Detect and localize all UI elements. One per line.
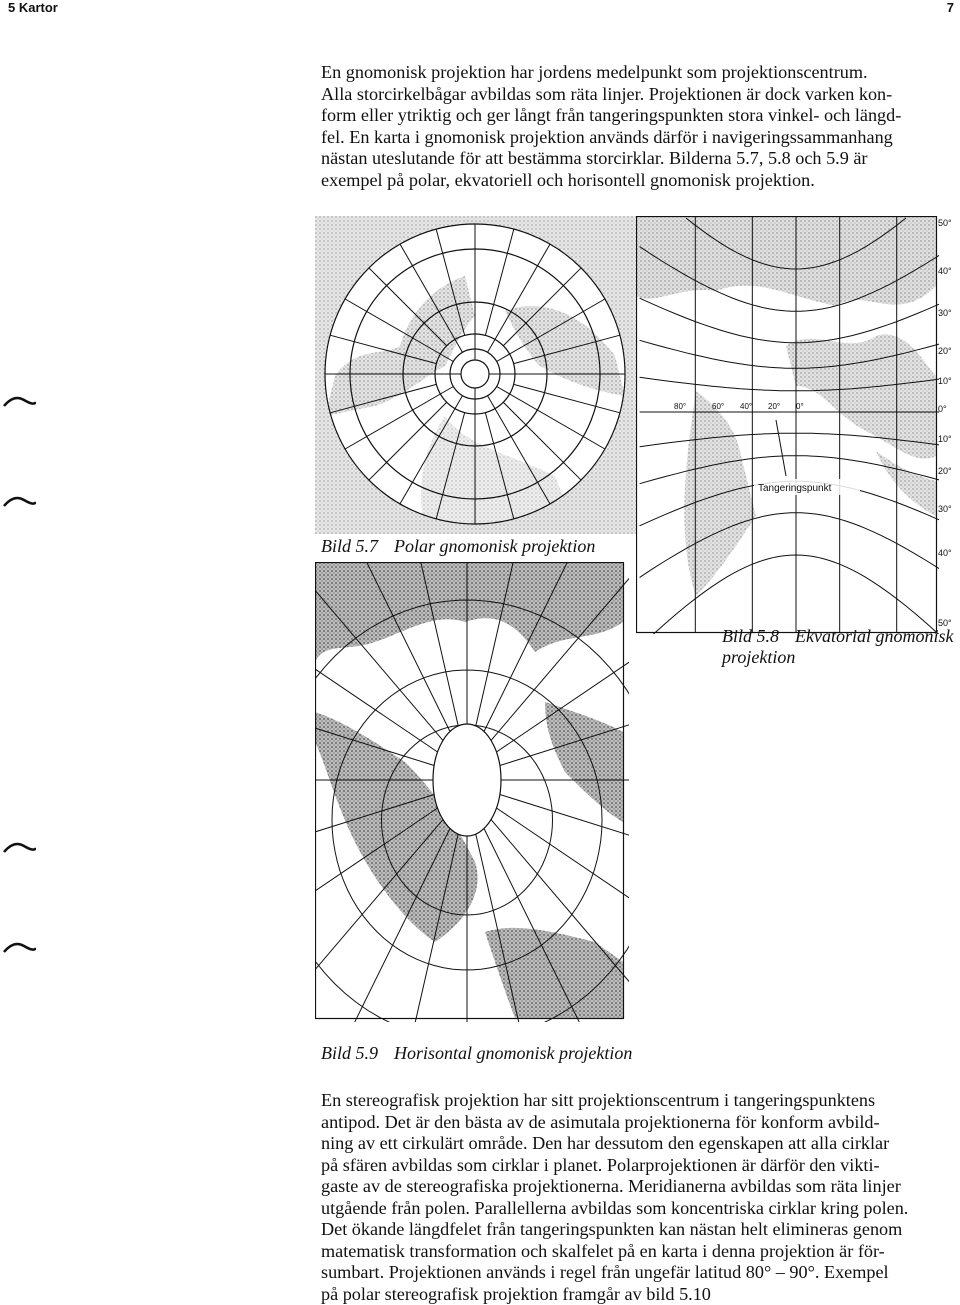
caption-bild-5-8 — [722, 626, 953, 668]
lat-label: 30° — [938, 308, 952, 318]
text-line: utgående från polen. Parallellerna avbildas som koncentriska cirklar kring polen. — [321, 1198, 946, 1220]
polar-gnomonic-map — [315, 216, 637, 534]
text-line: fel. En karta i gnomonisk projektion används därför i navigeringssammanhang — [321, 127, 946, 149]
text-line: form eller ytriktig och ger långt från tangeringspunkten stora vinkel- och längd- — [321, 105, 946, 127]
lat-label: 40° — [938, 548, 952, 558]
text-line: sumbart. Projektionen används i regel från ungefär latitud 80° – 90°. Exempel — [321, 1262, 946, 1284]
caption-number: Bild 5.9 — [321, 1043, 378, 1063]
text-line: ning av ett cirkulärt område. Den har dessutom den egenskapen att alla cirklar — [321, 1133, 946, 1155]
lat-label: 10° — [938, 434, 952, 444]
lat-label: 50° — [938, 618, 952, 628]
text-line: Det ökande längdfelet från tangeringspunkten kan nästan helt elimineras genom — [321, 1219, 946, 1241]
caption-bild-5-9 — [321, 1043, 632, 1064]
section-header: 5 Kartor — [8, 0, 58, 15]
text-line: matematisk transformation och skalfelet på en karta i denna projektion är för- — [321, 1241, 946, 1263]
text-line: En gnomonisk projektion har jordens medelpunkt som projektionscentrum. — [321, 62, 946, 84]
text-line: på polar stereografisk projektion framgår av bild 5.10 — [321, 1284, 946, 1305]
caption-title: Polar gnomonisk projektion — [394, 536, 595, 556]
lat-label: 40° — [938, 266, 952, 276]
text-line: Alla storcirkelbågar avbildas som räta linjer. Projektionen är dock varken kon- — [321, 84, 946, 106]
lon-label: 80° — [674, 402, 686, 411]
caption-title-cont: projektion — [722, 647, 953, 668]
caption-title: Horisontal gnomonisk projektion — [394, 1043, 632, 1063]
margin-mark — [2, 394, 36, 408]
lon-label: 0° — [796, 402, 804, 411]
margin-mark — [2, 494, 36, 508]
lat-label: 20° — [938, 466, 952, 476]
lat-label: 20° — [938, 346, 952, 356]
equatorial-gnomonic-map — [636, 216, 958, 634]
lat-label: 30° — [938, 504, 952, 514]
page-number: 7 — [947, 0, 954, 15]
text-line: En stereografisk projektion har sitt projektionscentrum i tangeringspunktens — [321, 1090, 946, 1112]
lat-label: 50° — [938, 218, 952, 228]
north-pole-ellipse — [433, 724, 501, 836]
horizontal-gnomonic-map — [315, 562, 629, 1022]
text-line: på sfären avbildas som cirklar i planet. Polarprojektionen är därför den vikti- — [321, 1155, 946, 1177]
lon-label: 20° — [768, 402, 780, 411]
margin-mark — [2, 840, 36, 854]
margin-mark — [2, 940, 36, 954]
text-line: nästan uteslutande för att bestämma storcirklar. Bilderna 5.7, 5.8 och 5.9 är — [321, 148, 946, 170]
lon-label: 40° — [740, 402, 752, 411]
intro-paragraph — [321, 62, 946, 191]
lat-label: 10° — [938, 376, 952, 386]
stereographic-paragraph — [321, 1090, 946, 1305]
caption-number: Bild 5.8 — [722, 626, 779, 646]
caption-number: Bild 5.7 — [321, 536, 378, 556]
text-line: antipod. Det är den bästa av de asimutala projektionerna för konform avbild- — [321, 1112, 946, 1134]
latitude-labels — [938, 218, 952, 628]
lon-label: 60° — [712, 402, 724, 411]
text-line: gaste av de stereografiska projektionerna. Meridianerna avbildas som räta linjer — [321, 1176, 946, 1198]
lat-label: 0° — [938, 404, 947, 414]
text-line: exempel på polar, ekvatoriell och horisontell gnomonisk projektion. — [321, 170, 946, 192]
caption-bild-5-7 — [321, 536, 595, 557]
caption-title: Ekvatorial gnomonisk — [795, 626, 953, 646]
tangency-point-label: Tangeringspunkt — [758, 483, 832, 494]
